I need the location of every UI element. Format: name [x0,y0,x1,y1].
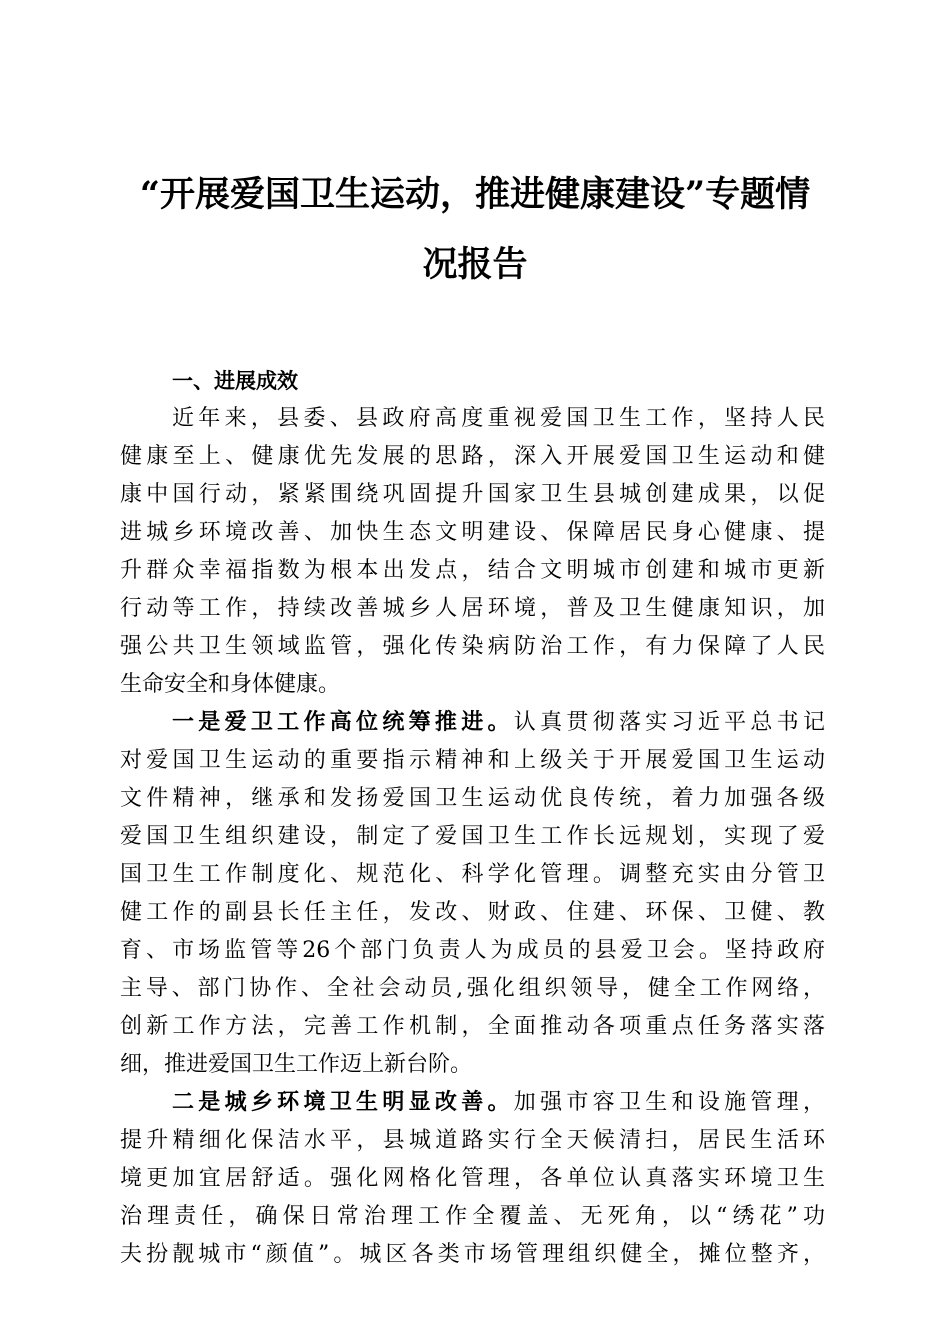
paragraph-line [120,1084,825,1122]
paragraph-lead: 二是城乡环境卫生明显改善。 [172,1090,514,1115]
section-heading: 一、进展成效 [172,369,298,393]
paragraph-line: 对爱国卫生运动的重要指示精神和上级关于开展爱国卫生运动 [120,748,825,773]
paragraph-line: 夫扮靓城市“颜值”。城区各类市场管理组织健全，摊位整齐， [120,1242,825,1267]
paragraph-line: 文件精神，继承和发扬爱国卫生运动优良传统，着力加强各级 [120,786,825,811]
paragraph-intro [120,400,825,704]
paragraph-line: 育、市场监管等26个部门负责人为成员的县爱卫会。坚持政府 [120,938,825,963]
paragraph-line: 国卫生工作制度化、规范化、科学化管理。调整充实由分管卫 [120,862,825,887]
paragraph-line [120,704,825,742]
paragraph-line: 进城乡环境改善、加快生态文明建设、保障居民身心健康、提 [120,520,825,545]
paragraph-point-2 [120,1084,825,1274]
paragraph-line: 生命安全和身体健康。 [120,672,341,697]
paragraph-line-text: 加强市容卫生和设施管理， [513,1090,825,1115]
paragraph-line: 健康至上、健康优先发展的思路，深入开展爱国卫生运动和健 [120,444,825,469]
paragraph-line-text: 认真贯彻落实习近平总书记 [513,710,825,735]
title-line-2: 况报告 [422,244,528,285]
paragraph-line: 强公共卫生领域监管，强化传染病防治工作，有力保障了人民 [120,634,825,659]
paragraph-line: 提升精细化保洁水平，县城道路实行全天候清扫，居民生活环 [120,1128,825,1153]
paragraph-line: 康中国行动，紧紧围绕巩固提升国家卫生县城创建成果，以促 [120,482,825,507]
paragraph-line: 境更加宜居舒适。强化网格化管理，各单位认真落实环境卫生 [120,1166,825,1191]
document-title [120,160,830,300]
paragraph-line: 升群众幸福指数为根本出发点，结合文明城市创建和城市更新 [120,558,825,583]
paragraph-point-1 [120,704,825,1084]
paragraph-line: 主导、部门协作、全社会动员,强化组织领导，健全工作网络， [120,976,825,1001]
paragraph-line: 创新工作方法，完善工作机制，全面推动各项重点任务落实落 [120,1014,825,1039]
title-line-1: “开展爱国卫生运动，推进健康建设”专题情 [139,174,811,215]
paragraph-line: 细，推进爱国卫生工作迈上新台阶。 [120,1052,473,1077]
paragraph-line: 健工作的副县长任主任，发改、财政、住建、环保、卫健、教 [120,900,825,925]
paragraph-line: 爱国卫生组织建设，制定了爱国卫生工作长远规划，实现了爱 [120,824,825,849]
paragraph-lead: 一是爱卫工作高位统筹推进。 [172,710,514,735]
paragraph-line: 近年来，县委、县政府高度重视爱国卫生工作，坚持人民 [172,406,825,431]
paragraph-line: 行动等工作，持续改善城乡人居环境，普及卫生健康知识，加 [120,596,825,621]
paragraph-line: 治理责任，确保日常治理工作全覆盖、无死角，以“绣花”功 [120,1204,825,1229]
document-body [120,362,825,1274]
